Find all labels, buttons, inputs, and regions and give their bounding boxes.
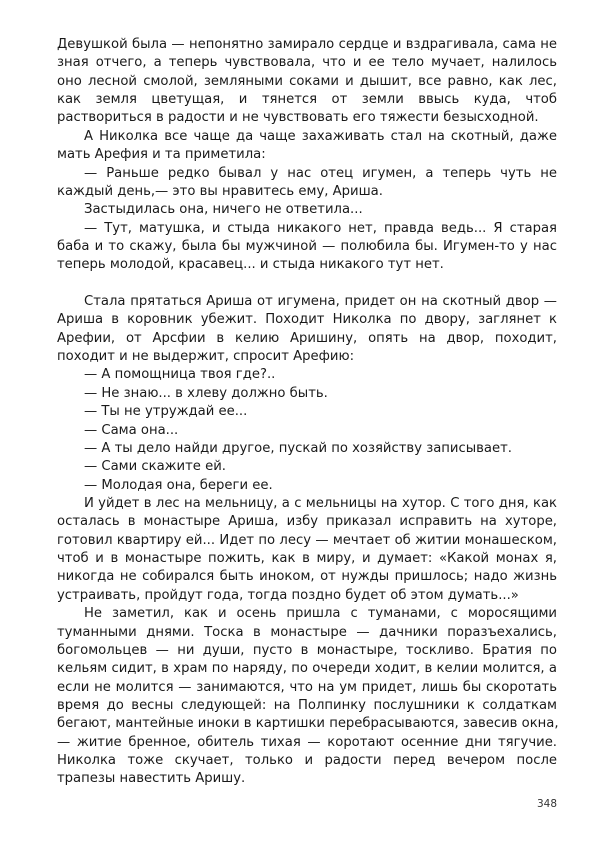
- paragraph: [57, 422, 557, 440]
- text-line: Не заметил, как и осень пришла с туманами, с моросящими: [84, 606, 557, 622]
- paragraph: [57, 201, 557, 219]
- text-line: устраивать, пройдут года, тогда поздно будет об этом думать...»: [57, 587, 519, 603]
- paragraph: [57, 458, 557, 476]
- text-line: — Не знаю... в хлеву должно быть.: [84, 385, 328, 401]
- paragraph: [57, 293, 557, 366]
- page-number: 348: [537, 798, 558, 810]
- text-line: трапезы навестить Аришу.: [57, 771, 246, 787]
- text-line: Застыдилась она, ничего не ответила...: [84, 202, 363, 218]
- paragraph: [57, 366, 557, 384]
- text-line: А Николка все чаще да чаще захаживать стал на скотный, даже: [84, 128, 557, 144]
- text-line: теперь молодой, красавец... и стыда никакого тут нет.: [57, 257, 444, 273]
- text-line: Девушкой была — непонятно замирало сердце и вздрагивала, сама не: [57, 37, 557, 52]
- text-line: Ариша в коровник убежит. Походит Николка по двору, заглянет к: [57, 312, 557, 328]
- paragraph: [57, 165, 557, 202]
- text-line: зная отчего, а теперь чувствовала, что и ее тело мучает, налилось: [57, 55, 557, 71]
- text-line: готовил квартиру ей... Идет по лесу — мечтает об житии монашеском,: [57, 532, 557, 548]
- text-line: если не молится — занимаются, что на ум придет, лишь бы скоротать: [57, 679, 557, 695]
- text-line: Николка тоже скучает, только и радости перед вечером после: [57, 753, 557, 769]
- text-line: — Сами скажите ей.: [84, 459, 226, 475]
- paragraph: [57, 605, 557, 789]
- paragraph: [57, 403, 557, 421]
- text-line: — Тут, матушка, и стыда никакого нет, правда ведь... Я старая: [84, 220, 557, 236]
- text-line: походит и не выдержит, спросит Арефию:: [57, 349, 355, 365]
- text-line: как земля цветущая, и тянется от земли ввысь куда, чтоб: [57, 92, 557, 108]
- text-line: — А ты дело найди другое, пускай по хозяйству записывает.: [84, 440, 512, 456]
- paragraph: [57, 440, 557, 458]
- text-line: Стала прятаться Ариша от игумена, придет он на скотный двор —: [84, 294, 557, 310]
- text-line: — Ты не утруждай ее...: [84, 404, 248, 420]
- paragraph-spacer: [57, 275, 557, 293]
- paragraph: [57, 220, 557, 275]
- text-line: осталась в монастыре Ариша, избу приказал исправить на хуторе,: [57, 514, 557, 530]
- text-line: — Молодая она, береги ее.: [84, 477, 273, 493]
- text-line: раствориться в радости и не чувствовать его тяжести безысходной.: [57, 110, 539, 126]
- paragraph: [57, 495, 557, 605]
- text-line: мать Арефия и та приметила:: [57, 147, 266, 163]
- text-line: — Сама она...: [84, 422, 179, 438]
- paragraph: [57, 128, 557, 165]
- text-line: И уйдет в лес на мельницу, а с мельницы на хутор. С того дня, как: [84, 495, 557, 511]
- text-line: каждый день,— это вы нравитесь ему, Ариша.: [57, 183, 383, 199]
- text-line: никогда не собирался быть иноком, от нужды пришлось; надо жизнь: [57, 569, 557, 585]
- text-line: — житие бренное, обитель тихая — коротают осенние дни тягучие.: [57, 734, 557, 750]
- paragraph: [57, 385, 557, 403]
- page-body-text: [57, 36, 557, 789]
- text-line: богомольцев — ни души, пусто в монастыре, тоскливо. Братия по: [57, 642, 557, 658]
- paragraph: [57, 477, 557, 495]
- text-line: — Раньше редко бывал у нас отец игумен, а теперь чуть не: [84, 165, 557, 181]
- text-line: чтоб и в монастыре пожить, как в миру, и думает: «Какой монах я,: [57, 551, 557, 567]
- text-line: время до весны следующей: на Полпинку послушники к солдаткам: [57, 697, 557, 713]
- text-line: Арефии, от Арсфии в келию Аришину, опять на двор, походит,: [57, 330, 557, 346]
- text-line: бегают, мантейные иноки в картишки перебрасываются, завесив окна,: [57, 716, 559, 732]
- text-line: оно лесной смолой, земляными соками и дышит, все равно, как лес,: [57, 73, 557, 89]
- text-line: баба и то скажу, была бы мужчиной — полюбила бы. Игумен-то у нас: [57, 238, 557, 254]
- text-line: туманными днями. Тоска в монастыре — дачники поразъехались,: [57, 624, 557, 640]
- paragraph: [57, 36, 557, 128]
- text-line: кельям сидит, в храм по наряду, по очереди ходит, в келии молится, а: [57, 661, 557, 677]
- text-line: — А помощница твоя где?..: [84, 367, 276, 383]
